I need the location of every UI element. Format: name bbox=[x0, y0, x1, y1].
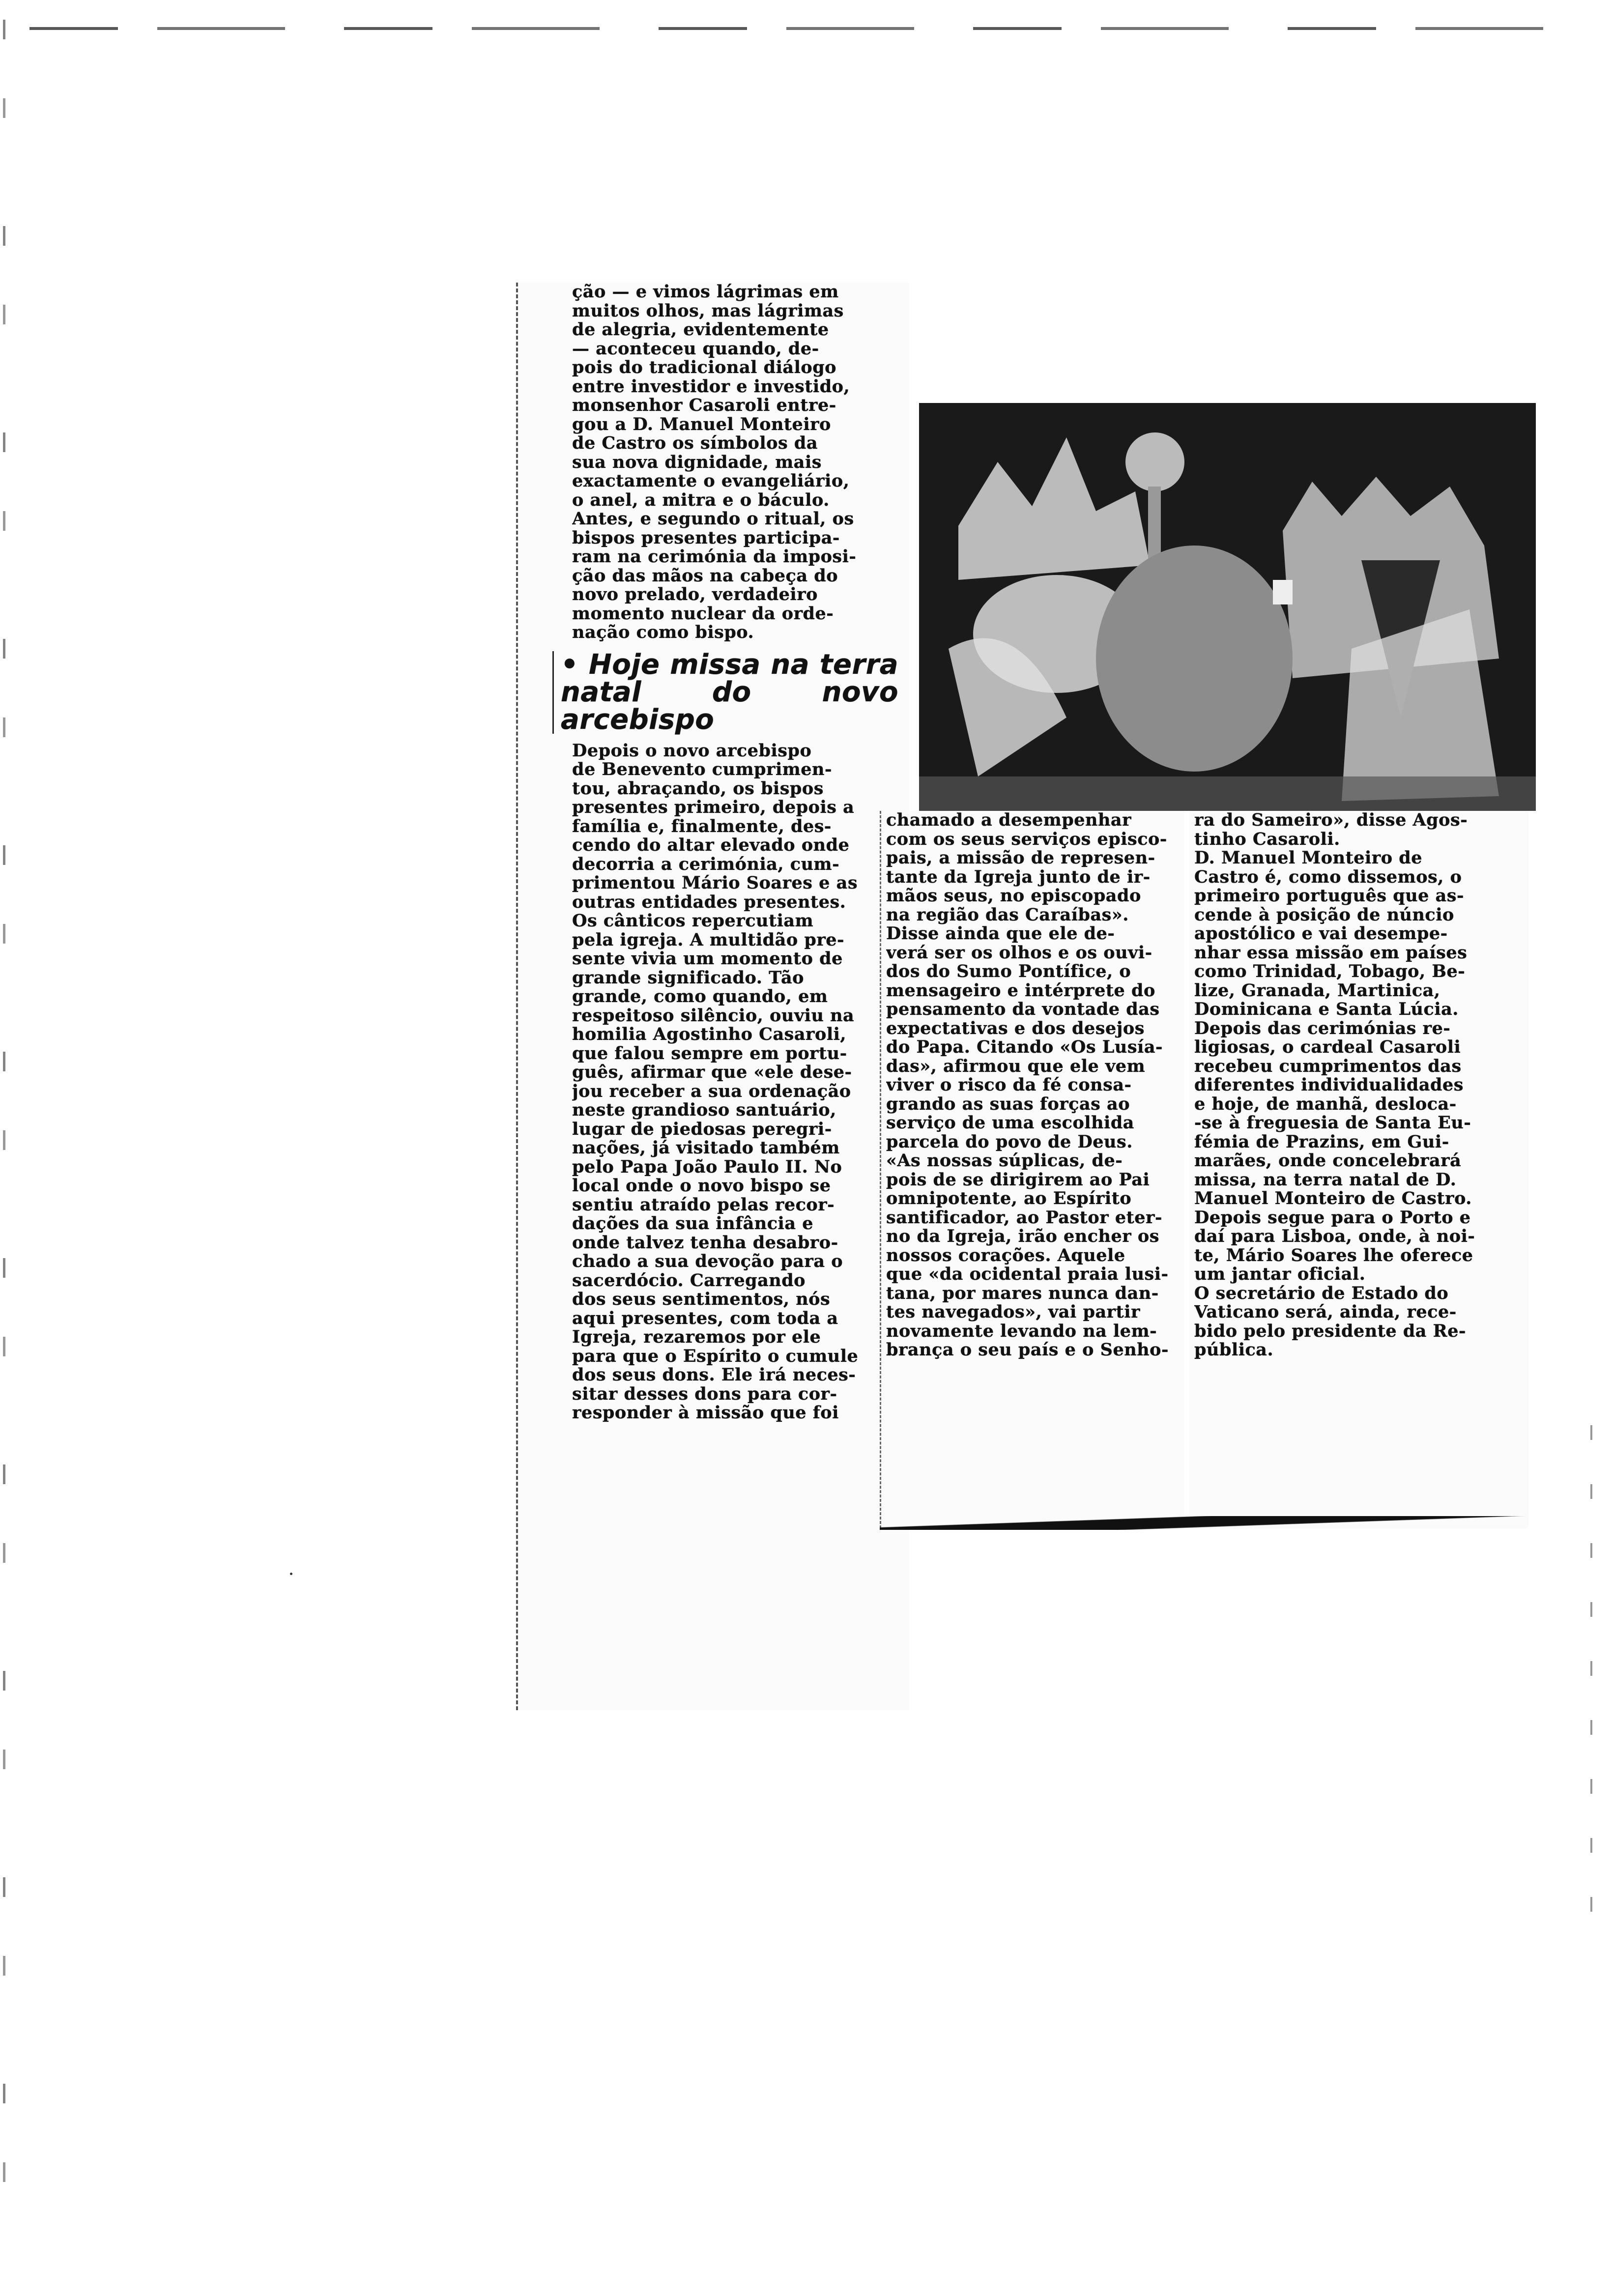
text-line: pois do tradicional diálogo bbox=[572, 358, 837, 377]
text-line: jou receber a sua ordenação bbox=[572, 1082, 851, 1101]
text-line: aqui presentes, com toda a bbox=[572, 1309, 838, 1328]
text-line: outras entidades presentes. bbox=[572, 892, 846, 912]
text-line: expectativas e dos desejos bbox=[886, 1019, 1145, 1038]
text-line: ção das mãos na cabeça do bbox=[572, 566, 838, 585]
text-line: viver o risco da fé consa- bbox=[886, 1076, 1132, 1095]
article-column-3 bbox=[1189, 811, 1528, 1528]
text-line: sua nova dignidade, mais bbox=[572, 453, 822, 472]
text-line: mensageiro e intérprete do bbox=[886, 981, 1155, 1000]
text-line: Dominicana e Santa Lúcia. bbox=[1194, 1000, 1459, 1019]
text-line: fémia de Prazins, em Gui- bbox=[1194, 1132, 1449, 1151]
text-line: gou a D. Manuel Monteiro bbox=[572, 415, 831, 434]
text-line: pública. bbox=[1194, 1341, 1274, 1360]
scan-top-edge bbox=[29, 27, 1602, 30]
text-line: brança o seu país e o Senho- bbox=[886, 1341, 1169, 1360]
text-line: omnipotente, ao Espírito bbox=[886, 1189, 1132, 1208]
text-line: Depois das cerimónias re- bbox=[1194, 1019, 1451, 1038]
text-line: dos seus dons. Ele irá neces- bbox=[572, 1366, 856, 1385]
text-line: muitos olhos, mas lágrimas bbox=[572, 301, 844, 320]
text-line: com os seus serviços episco- bbox=[886, 830, 1167, 849]
text-line: daí para Lisboa, onde, à noi- bbox=[1194, 1227, 1475, 1246]
text-line: D. Manuel Monteiro de bbox=[1194, 849, 1423, 868]
text-line: que falou sempre em portu- bbox=[572, 1044, 847, 1063]
ceremony-photo bbox=[919, 403, 1536, 811]
text-line: sentiu atraído pelas recor- bbox=[572, 1195, 835, 1214]
text-line: chado a sua devoção para o bbox=[572, 1252, 843, 1271]
text-line: cendo do altar elevado onde bbox=[572, 836, 850, 855]
text-line: respeitoso silêncio, ouviu na bbox=[572, 1006, 855, 1025]
text-line: bido pelo presidente da Re- bbox=[1194, 1321, 1467, 1341]
text-line: sitar desses dons para cor- bbox=[572, 1384, 837, 1404]
text-line: ram na cerimónia da imposi- bbox=[572, 547, 857, 567]
text-line: responder à missão que foi bbox=[572, 1404, 839, 1423]
text-line: dos do Sumo Pontífice, o bbox=[886, 962, 1131, 981]
scan-right-edge bbox=[1590, 1425, 1592, 1917]
text-line: um jantar oficial. bbox=[1194, 1265, 1366, 1284]
text-line: e hoje, de manhã, desloca- bbox=[1194, 1094, 1457, 1114]
text-line: nhar essa missão em países bbox=[1194, 943, 1468, 962]
text-line: pais, a missão de represen- bbox=[886, 849, 1155, 868]
ceremony-photo-image bbox=[919, 403, 1536, 811]
text-line: primentou Mário Soares e as bbox=[572, 874, 858, 893]
text-line: dos seus sentimentos, nós bbox=[572, 1290, 831, 1309]
text-line: sente vivia um momento de bbox=[572, 949, 843, 969]
text-line: Disse ainda que ele de- bbox=[886, 924, 1115, 944]
text-line: ção — e vimos lágrimas em bbox=[572, 283, 839, 302]
column-1-text-top bbox=[572, 283, 898, 642]
text-line: pela igreja. A multidão pre- bbox=[572, 930, 845, 949]
subhead-text: Hoje missa na terra natal do novo arcebispo bbox=[561, 648, 898, 736]
text-line: tou, abraçando, os bispos bbox=[572, 779, 824, 798]
text-line: Depois segue para o Porto e bbox=[1194, 1208, 1471, 1227]
text-line: presentes primeiro, depois a bbox=[572, 798, 855, 817]
text-line: Vaticano será, ainda, rece- bbox=[1194, 1303, 1457, 1322]
text-line: verá ser os olhos e os ouvi- bbox=[886, 943, 1152, 962]
text-line: pensamento da vontade das bbox=[886, 1000, 1160, 1019]
text-line: recebeu cumprimentos das bbox=[1194, 1057, 1462, 1076]
scan-left-edge bbox=[3, 20, 5, 2280]
text-line: Antes, e segundo o ritual, os bbox=[572, 510, 854, 529]
article-column-1 bbox=[516, 283, 909, 1710]
text-line: marães, onde concelebrará bbox=[1194, 1151, 1462, 1171]
text-line: na região das Caraíbas». bbox=[886, 905, 1129, 924]
text-line: de Castro os símbolos da bbox=[572, 434, 818, 453]
text-line: Castro é, como dissemos, o bbox=[1194, 867, 1462, 887]
text-line: diferentes individualidades bbox=[1194, 1076, 1464, 1095]
article-column-2 bbox=[880, 811, 1184, 1528]
text-line: lugar de piedosas peregri- bbox=[572, 1119, 832, 1139]
text-line: O secretário de Estado do bbox=[1194, 1284, 1449, 1303]
text-line: lize, Granada, Martinica, bbox=[1194, 981, 1440, 1000]
text-line: decorria a cerimónia, cum- bbox=[572, 855, 840, 874]
text-line: Depois o novo arcebispo bbox=[572, 741, 812, 760]
text-line: de alegria, evidentemente bbox=[572, 320, 829, 340]
text-line: Igreja, rezaremos por ele bbox=[572, 1328, 821, 1347]
text-line: missa, na terra natal de D. bbox=[1194, 1170, 1457, 1189]
text-line: serviço de uma escolhida bbox=[886, 1114, 1134, 1133]
text-line: do Papa. Citando «Os Lusía- bbox=[886, 1038, 1163, 1057]
text-line: novo prelado, verdadeiro bbox=[572, 585, 818, 604]
text-line: local onde o novo bispo se bbox=[572, 1177, 831, 1196]
text-line: te, Mário Soares lhe oferece bbox=[1194, 1246, 1473, 1265]
text-line: entre investidor e investido, bbox=[572, 377, 850, 396]
text-line: momento nuclear da orde- bbox=[572, 604, 834, 623]
text-line: exactamente o evangeliário, bbox=[572, 472, 850, 491]
subhead-bullet: • bbox=[561, 648, 579, 681]
text-line: de Benevento cumprimen- bbox=[572, 760, 833, 779]
text-line: onde talvez tenha desabro- bbox=[572, 1233, 838, 1252]
text-line: pelo Papa João Paulo II. No bbox=[572, 1157, 842, 1177]
text-line: como Trinidad, Tobago, Be- bbox=[1194, 962, 1466, 981]
text-line: santificador, ao Pastor eter- bbox=[886, 1208, 1162, 1227]
text-line: cende à posição de núncio bbox=[1194, 905, 1454, 924]
column-1-text-bottom bbox=[572, 742, 898, 1423]
text-line: — aconteceu quando, de- bbox=[572, 339, 819, 358]
text-line: Os cânticos repercutiam bbox=[572, 912, 814, 931]
text-line: grande, como quando, em bbox=[572, 987, 828, 1006]
text-line: guês, afirmar que «ele dese- bbox=[572, 1063, 852, 1082]
text-line: família e, finalmente, des- bbox=[572, 817, 832, 836]
text-line: parcela do povo de Deus. bbox=[886, 1132, 1133, 1151]
text-line: tes navegados», vai partir bbox=[886, 1303, 1140, 1322]
text-line: pois de se dirigirem ao Pai bbox=[886, 1170, 1150, 1189]
text-line: mãos seus, no episcopado bbox=[886, 887, 1141, 906]
text-line: tinho Casaroli. bbox=[1194, 830, 1340, 849]
text-line: tana, por mares nunca dan- bbox=[886, 1284, 1159, 1303]
text-line: sacerdócio. Carregando bbox=[572, 1271, 806, 1290]
text-line: grande significado. Tão bbox=[572, 968, 805, 987]
text-line: neste grandioso santuário, bbox=[572, 1101, 836, 1120]
text-line: tante da Igreja junto de ir- bbox=[886, 867, 1151, 887]
text-line: no da Igreja, irão encher os bbox=[886, 1227, 1159, 1246]
text-line: nações, já visitado também bbox=[572, 1139, 840, 1158]
text-line: novamente levando na lem- bbox=[886, 1321, 1157, 1341]
text-line: ligiosas, o cardeal Casaroli bbox=[1194, 1038, 1461, 1057]
subhead bbox=[552, 648, 898, 736]
text-line: grando as suas forças ao bbox=[886, 1094, 1130, 1114]
text-line: o anel, a mitra e o báculo. bbox=[572, 490, 830, 510]
text-line: «As nossas súplicas, de- bbox=[886, 1151, 1123, 1171]
text-line: que «da ocidental praia lusi- bbox=[886, 1265, 1169, 1284]
text-line: homilia Agostinho Casaroli, bbox=[572, 1025, 847, 1044]
text-line: para que o Espírito o cumule bbox=[572, 1347, 859, 1366]
clipping-torn-edge bbox=[880, 1516, 1533, 1530]
text-line: dações da sua infância e bbox=[572, 1214, 813, 1234]
text-line: chamado a desempenhar bbox=[886, 811, 1132, 830]
scan-speck bbox=[290, 1573, 292, 1575]
text-line: monsenhor Casaroli entre- bbox=[572, 396, 836, 415]
text-line: apostólico e vai desempe- bbox=[1194, 924, 1448, 944]
text-line: primeiro português que as- bbox=[1194, 887, 1465, 906]
text-line: das», afirmou que ele vem bbox=[886, 1057, 1146, 1076]
text-line: nossos corações. Aquele bbox=[886, 1246, 1125, 1265]
text-line: bispos presentes participa- bbox=[572, 528, 840, 547]
text-line: ra do Sameiro», disse Agos- bbox=[1194, 811, 1468, 830]
text-line: Manuel Monteiro de Castro. bbox=[1194, 1189, 1472, 1208]
text-line: nação como bispo. bbox=[572, 623, 754, 642]
text-line: -se à freguesia de Santa Eu- bbox=[1194, 1114, 1471, 1133]
